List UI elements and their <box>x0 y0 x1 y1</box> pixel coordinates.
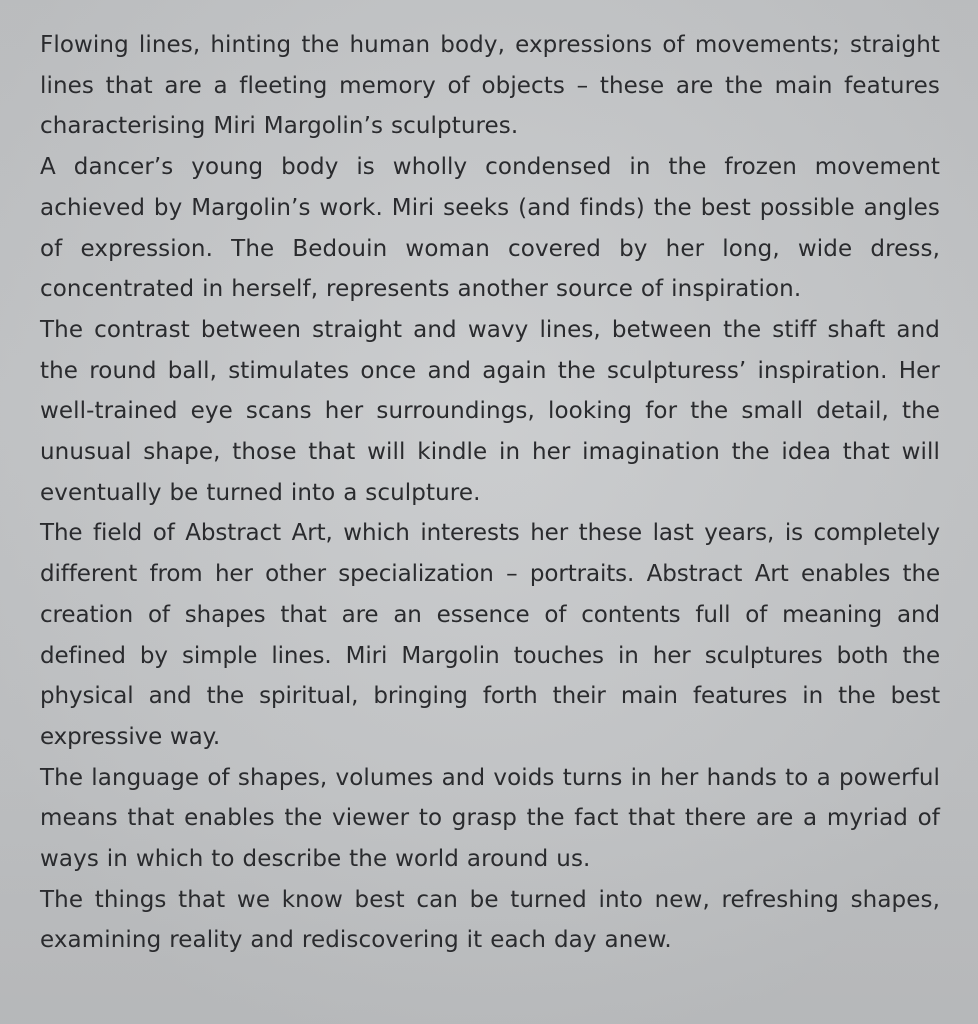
paragraph-1: Flowing lines, hinting the human body, expressions of movements; straight lines that are a fleeting memory of objects – these are the main features characterising Miri Margolin’s sculptures. <box>40 32 940 140</box>
paragraph-4: The field of Abstract Art, which interests her these last years, is completely different from her other specialization – portraits. Abstract Art enables the creation of shapes that are an essence of contents full of meaning and defined by simple lines. Miri Margolin touches in her sculptures both the physical and the spiritual, bringing forth their main features in the best expressive way. <box>40 520 940 750</box>
paragraph-6: The things that we know best can be turned into new, refreshing shapes, examining reality and rediscovering it each day anew. <box>40 886 940 954</box>
paragraph-2: A dancer’s young body is wholly condensed in the frozen movement achieved by Margolin’s work. Miri seeks (and finds) the best possible angles of expression. The Bedouin woman covered by her long, wide dress, concentrated in herself, represents another source of inspiration. <box>40 154 940 303</box>
paragraph-5: The language of shapes, volumes and voids turns in her hands to a powerful means that enables the viewer to grasp the fact that there are a myriad of ways in which to describe the world around us. <box>40 764 940 873</box>
paragraph-3: The contrast between straight and wavy lines, between the stiff shaft and the round ball, stimulates once and again the sculpturess’ inspiration. Her well-trained eye scans her surroundings, looking for the small detail, the unusual shape, those that will kindle in her imagination the idea that will eventually be turned into a sculpture. <box>40 316 940 506</box>
